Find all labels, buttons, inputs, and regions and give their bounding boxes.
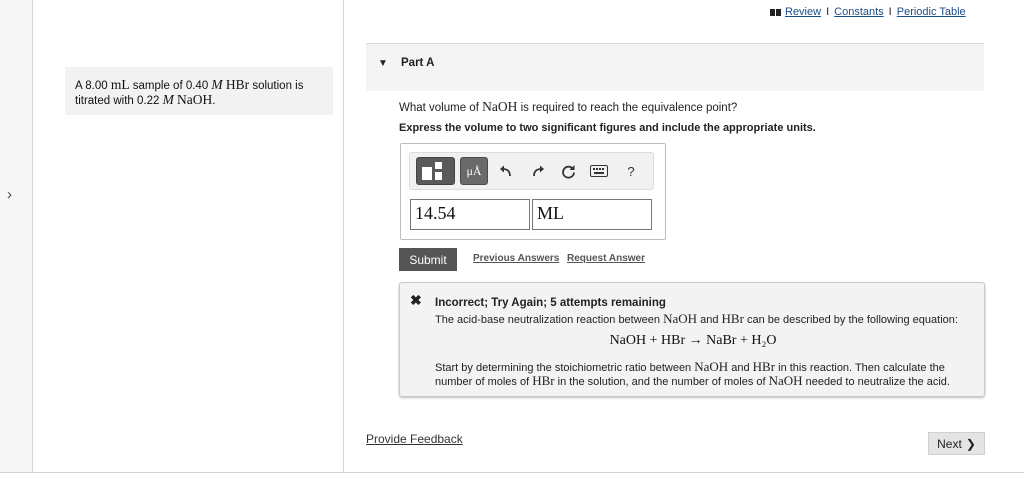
question-instruction: Express the volume to two significant figures and include the appropriate units. — [399, 122, 816, 134]
next-button[interactable] — [928, 432, 985, 455]
problem-statement: A 8.00 mL sample of 0.40 M HBr solution is titrated with 0.22 M NaOH. — [65, 67, 333, 115]
chevron-right-icon[interactable]: › — [7, 186, 12, 203]
sidebar-toggle[interactable] — [0, 0, 33, 472]
chevron-right-icon: ❯ — [965, 436, 976, 451]
undo-icon — [499, 164, 513, 178]
constants-link[interactable]: Constants — [834, 6, 884, 18]
book-icon — [770, 9, 781, 16]
resource-links — [770, 6, 966, 18]
reset-button[interactable] — [558, 159, 578, 183]
previous-answers-link[interactable]: Previous Answers — [473, 253, 560, 264]
units-button[interactable]: μÅ — [460, 157, 488, 185]
templates-button[interactable] — [416, 157, 455, 185]
redo-icon — [531, 164, 545, 178]
provide-feedback-link[interactable]: Provide Feedback — [366, 432, 463, 446]
request-answer-link[interactable]: Request Answer — [567, 253, 645, 264]
feedback-title: Incorrect; Try Again; 5 attempts remaining — [435, 297, 666, 309]
feedback-text: The acid-base neutralization reaction between NaOH and HBr can be described by the following equation: — [435, 311, 958, 326]
undo-button[interactable] — [496, 159, 516, 183]
part-title: Part A — [401, 57, 435, 69]
part-header[interactable] — [366, 44, 984, 91]
problem-panel — [34, 0, 344, 472]
math-toolbar — [409, 152, 654, 190]
review-link[interactable]: Review — [785, 6, 822, 18]
submit-button[interactable]: Submit — [399, 248, 457, 271]
next-label: Next — [937, 436, 962, 451]
triangle-down-icon[interactable]: ▼ — [378, 58, 388, 69]
question-text: What volume of NaOH is required to reach the equivalence point? — [399, 99, 738, 114]
periodic-table-link[interactable]: Periodic Table — [896, 6, 966, 18]
units-input[interactable]: ML — [532, 199, 652, 230]
link-separator: I — [826, 6, 830, 18]
answer-box — [400, 143, 666, 240]
incorrect-icon: ✖ — [410, 292, 422, 308]
feedback-panel — [399, 282, 985, 397]
redo-button[interactable] — [528, 159, 548, 183]
feedback-hint: number of moles of HBr in the solution, and the number of moles of NaOH needed to neutralize the acid. — [435, 373, 950, 388]
help-button[interactable]: ? — [627, 163, 635, 179]
bottom-divider — [0, 472, 1024, 473]
reset-icon — [561, 164, 576, 179]
value-input[interactable]: 14.54 — [410, 199, 530, 230]
keyboard-button[interactable] — [588, 159, 610, 183]
reaction-equation: NaOH + HBr → NaBr + H₂O — [609, 333, 777, 348]
template-icon — [421, 161, 451, 181]
link-separator: I — [888, 6, 892, 18]
keyboard-icon — [590, 165, 608, 177]
feedback-hint: Start by determining the stoichiometric ratio between NaOH and HBr in this reaction. Then calculate the — [435, 359, 945, 374]
